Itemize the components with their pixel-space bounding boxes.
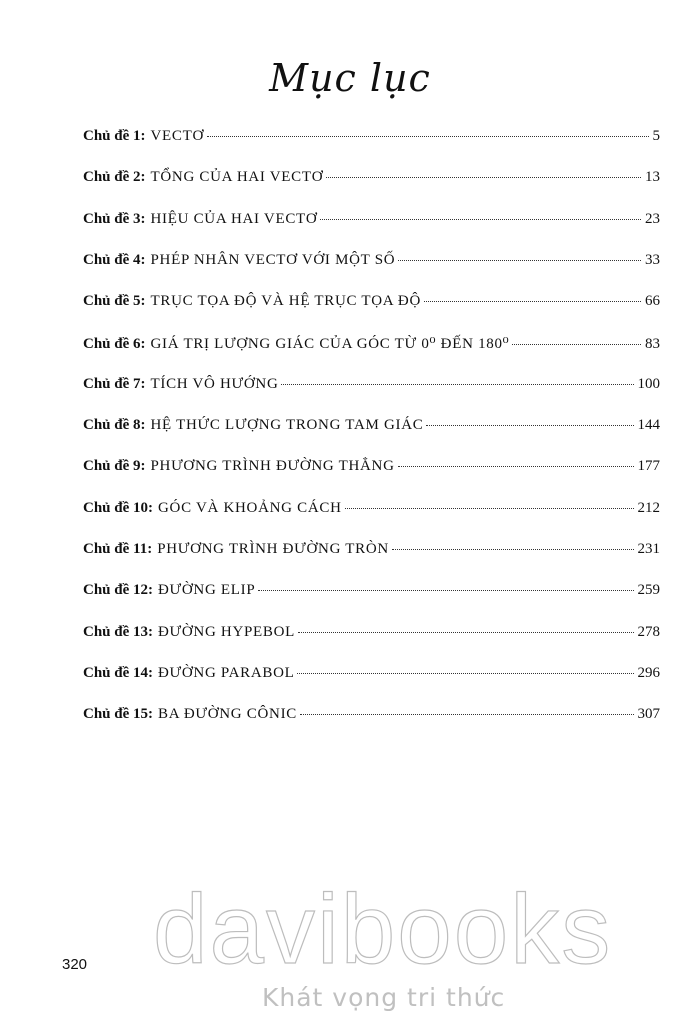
toc-entry [83, 582, 660, 623]
toc-entry-page: 259 [637, 582, 660, 599]
toc-entry-page: 212 [637, 499, 660, 516]
toc-entry-page: 278 [637, 623, 660, 640]
toc-entry [83, 706, 660, 747]
toc-entry-page: 144 [637, 417, 660, 434]
toc-entry [83, 624, 660, 665]
toc-entry [83, 128, 660, 169]
toc-entry-label: Chủ đề 5: [83, 293, 146, 310]
dot-leader [392, 548, 634, 550]
toc-entry [83, 334, 660, 375]
toc-entry-label: Chủ đề 11: [83, 540, 153, 557]
toc-entry-page: 5 [652, 128, 660, 144]
toc-entry [83, 417, 660, 458]
toc-entry-name: BA ĐƯỜNG CÔNIC [158, 706, 297, 723]
table-of-contents [83, 128, 660, 747]
toc-entry-page: 177 [637, 458, 660, 475]
dot-leader [398, 259, 641, 261]
dot-leader [424, 300, 641, 302]
toc-entry-name: HỆ THỨC LƯỢNG TRONG TAM GIÁC [150, 417, 424, 434]
toc-entry-label: Chủ đề 13: [83, 623, 154, 640]
dot-leader [258, 589, 633, 591]
toc-entry-name: TÍCH VÔ HƯỚNG [150, 375, 279, 392]
toc-entry [83, 665, 660, 706]
toc-entry-page: 296 [637, 664, 660, 681]
toc-entry-name: ĐƯỜNG PARABOL [158, 664, 295, 681]
toc-entry-label: Chủ đề 3: [83, 210, 146, 227]
toc-entry-label: Chủ đề 9: [83, 458, 146, 475]
toc-entry-label: Chủ đề 8: [83, 417, 146, 434]
watermark-slogan: Khát vọng tri thức [262, 983, 506, 1012]
toc-entry-label: Chủ đề 12: [83, 582, 154, 599]
dot-leader [300, 713, 634, 715]
toc-entry [83, 541, 660, 582]
toc-entry-label: Chủ đề 1: [83, 128, 146, 144]
toc-entry-label: Chủ đề 7: [83, 375, 146, 392]
toc-entry-name: ĐƯỜNG HYPEBOL [158, 623, 296, 640]
toc-entry-name: PHÉP NHÂN VECTƠ VỚI MỘT SỐ [150, 251, 396, 268]
dot-leader [345, 507, 634, 509]
toc-entry-label: Chủ đề 6: [83, 336, 146, 353]
dot-leader [298, 631, 633, 633]
toc-entry-page: 307 [637, 706, 660, 723]
dot-leader [512, 343, 641, 345]
toc-entry-page: 83 [645, 336, 660, 353]
toc-entry-page: 66 [645, 293, 660, 310]
page-number: 320 [62, 956, 88, 973]
toc-entry-name: TỔNG CỦA HAI VECTƠ [150, 169, 324, 186]
toc-entry-name: TRỤC TỌA ĐỘ VÀ HỆ TRỤC TỌA ĐỘ [150, 293, 421, 310]
toc-entry-page: 100 [637, 375, 660, 392]
toc-entry-name: HIỆU CỦA HAI VECTƠ [150, 210, 318, 227]
toc-entry-name: PHƯƠNG TRÌNH ĐƯỜNG THẲNG [150, 458, 395, 475]
toc-entry-label: Chủ đề 14: [83, 664, 154, 681]
toc-entry [83, 458, 660, 499]
toc-entry-label: Chủ đề 15: [83, 706, 154, 723]
dot-leader [326, 176, 641, 178]
watermark-brand: davibooks [153, 874, 613, 984]
toc-entry [83, 211, 660, 252]
dot-leader [320, 218, 641, 220]
dot-leader [398, 465, 634, 467]
toc-entry-name: ĐƯỜNG ELIP [158, 582, 256, 599]
toc-entry-page: 33 [645, 251, 660, 268]
toc-entry-name: GÓC VÀ KHOẢNG CÁCH [158, 499, 342, 516]
page-title: Mục lục [269, 56, 431, 100]
toc-entry [83, 252, 660, 293]
toc-entry [83, 293, 660, 334]
dot-leader [297, 672, 633, 674]
toc-entry-name: VECTƠ [150, 128, 205, 144]
dot-leader [426, 424, 633, 426]
toc-entry-label: Chủ đề 10: [83, 499, 154, 516]
toc-entry-label: Chủ đề 4: [83, 251, 146, 268]
toc-entry-page: 23 [645, 210, 660, 227]
toc-entry [83, 500, 660, 541]
toc-entry-label: Chủ đề 2: [83, 169, 146, 186]
toc-entry-name: GIÁ TRỊ LƯỢNG GIÁC CỦA GÓC TỪ 0⁰ ĐẾN 180⁰ [150, 336, 510, 353]
toc-entry [83, 169, 660, 210]
dot-leader [207, 135, 648, 137]
toc-entry-name: PHƯƠNG TRÌNH ĐƯỜNG TRÒN [157, 540, 389, 557]
dot-leader [281, 383, 633, 385]
toc-entry-page: 13 [645, 169, 660, 186]
toc-entry [83, 376, 660, 417]
toc-entry-page: 231 [637, 540, 660, 557]
